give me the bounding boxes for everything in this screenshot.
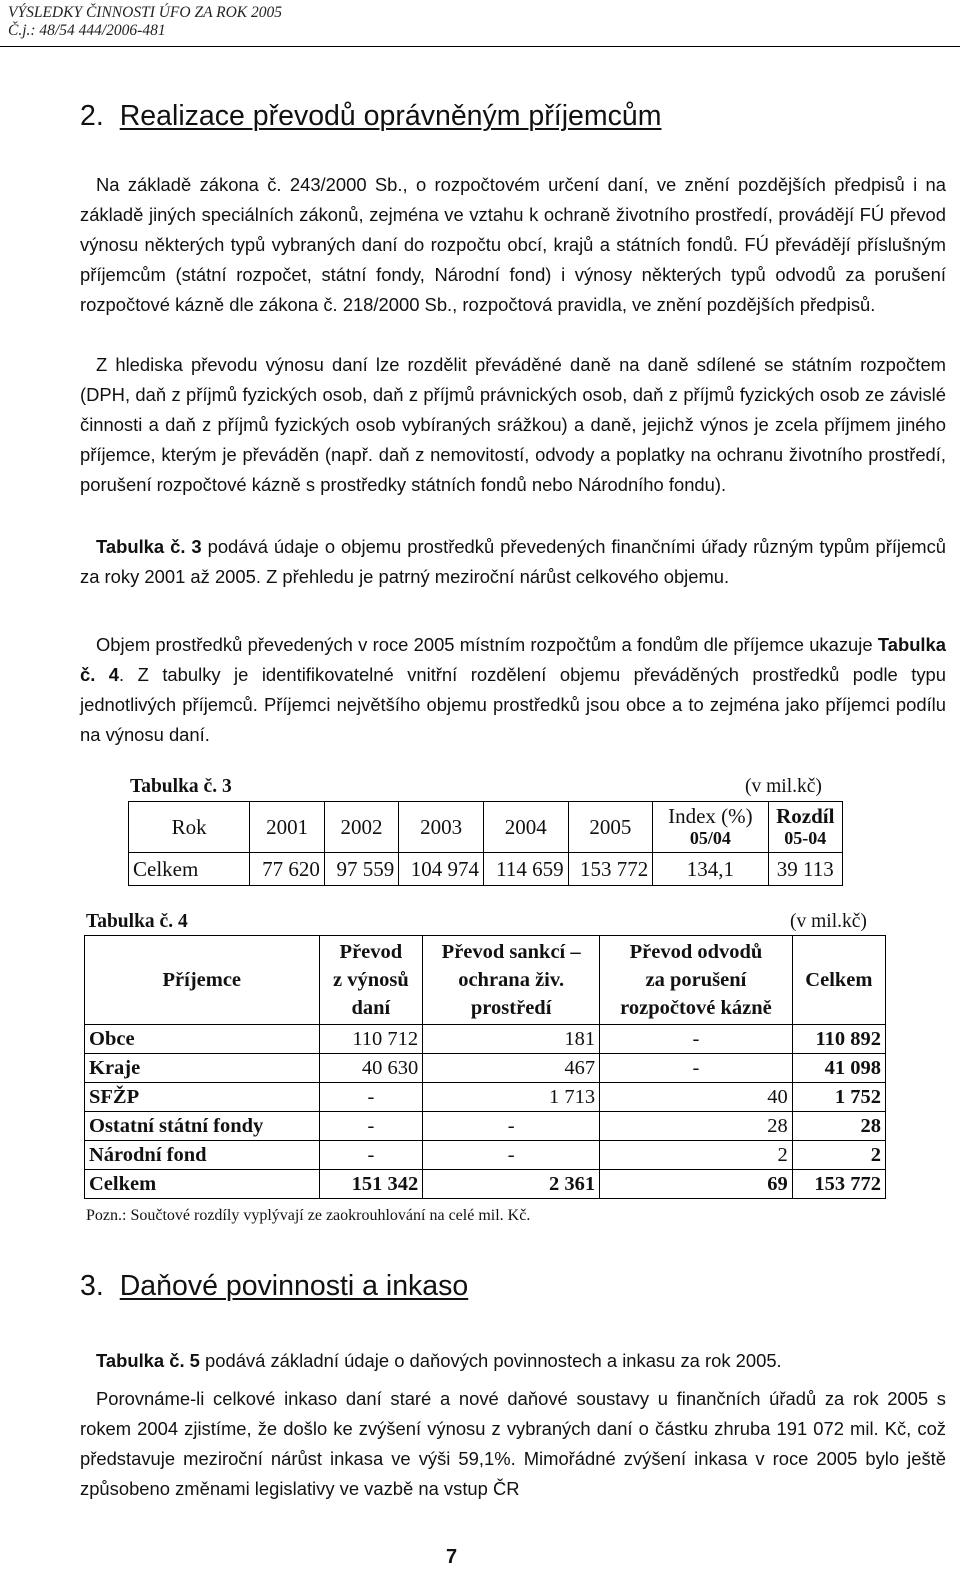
table3-header-year: 2004 [483,802,568,853]
paragraph-tax-split: Z hlediska převodu výnosu daní lze rozdělit převáděné daně na daně sdílené se státním rozpočtem (DPH, daň z příjmů fyzických osob, daň z příjmů právnických osob, daň z příjmů fyzických osob ze závislé činnosti a daň z příjmů fyzických osob vybíraných srážkou) a daně, jejichž výnos je zcela příjmem jiného příjemce, kterým je převáděn (např. daň z nemovitostí, odvody a poplatky na ochranu životního prostředí, porušení rozpočtové kázně s prostředky státních fondů nebo Národního fondu). [80,354,946,495]
table4-header-budget-discipline: Převod odvodů za porušení rozpočtové kázně [600,936,793,1025]
table3-unit: (v mil.kč) [745,776,822,797]
table3 [128,801,843,886]
table4-row: Kraje 40 630 467 - 41 098 [85,1054,886,1083]
table4-reference: Tabulka č. 4 [80,634,946,685]
table4-row: Národní fond - - 2 2 [85,1141,886,1170]
section-2-title: Realizace převodů oprávněným příjemcům [119,100,662,132]
table4-row-label: Kraje [85,1054,320,1083]
table3-cell: 114 659 [483,853,568,886]
table4-header-total: Celkem [792,936,885,1025]
table4-header-recipient: Příjemce [85,936,320,1025]
paragraph-collection-comparison: Porovnáme-li celkové inkaso daní staré a nové daňové soustavy u finančních úřadů za rok 2005 s rokem 2004 zjistíme, že došlo ke zvýšení výnosu z vybraných daní o částku zhruba 191 072 mil. Kč, což představuje meziroční nárůst inkasa ve výši 59,1%. Mimořádné zvýšení inkasa v roce 2005 bylo ještě způsobeno změnami legislativy ve vazbě na vstup ČR [80,1388,946,1499]
page-number: 7 [446,1546,458,1568]
table4-note: Pozn.: Součtové rozdíly vyplývají ze zaokrouhlování na celé mil. Kč. [86,1207,531,1224]
table3-header-year: 2003 [399,802,484,853]
section-2-number: 2. [80,100,104,132]
table3-row [129,853,843,886]
paragraph-table5-intro: Tabulka č. 5 podává základní údaje o daňových povinnostech a inkasu za rok 2005. [96,1350,782,1371]
table4-header-sanctions: Převod sankcí – ochrana živ. prostředí [423,936,600,1025]
table3-row-label: Celkem [129,853,250,886]
running-header-title: VÝSLEDKY ČINNOSTI ÚFO ZA ROK 2005 [8,4,283,21]
section-3-title: Daňové povinnosti a inkaso [119,1270,469,1302]
table4-unit: (v mil.kč) [790,911,867,932]
table3-header-year: 2001 [250,802,324,853]
header-divider [0,46,960,47]
table3-cell-index: 134,1 [653,853,768,886]
table4 [84,935,886,1199]
table3-header-index: Index (%) 05/04 [653,802,768,853]
table4-header-row [85,936,886,1025]
table5-reference: Tabulka č. 5 [96,1350,200,1371]
paragraph-table3-intro: Tabulka č. 3 podává údaje o objemu prostředků převedených finančními úřady různým typům příjemců za roky 2001 až 2005. Z přehledu je patrný meziroční nárůst celkového objemu. [80,536,946,587]
table3-cell: 104 974 [399,853,484,886]
table4-header-taxes: Převod z výnosů daní [319,936,423,1025]
section-2-heading [80,100,661,133]
table3-cell: 77 620 [250,853,324,886]
table3-cell: 97 559 [324,853,398,886]
table4-caption: Tabulka č. 4 [86,911,188,932]
table3-cell-rozdil: 39 113 [768,853,843,886]
table4-row-label: Ostatní státní fondy [85,1112,320,1141]
section-3-number: 3. [80,1270,104,1302]
table4-row-label: Národní fond [85,1141,320,1170]
table3-reference: Tabulka č. 3 [96,536,202,557]
table4-row-total: Celkem 151 342 2 361 69 153 772 [85,1170,886,1199]
table3-caption: Tabulka č. 3 [130,776,232,797]
table3-header-year: 2002 [324,802,398,853]
table3-header-row [129,802,843,853]
paragraph-legal-basis: Na základě zákona č. 243/2000 Sb., o rozpočtovém určení daní, ve znění pozdějších předpisů i na základě jiných speciálních zákonů, zejména ve vztahu k ochraně životního prostředí, provádějí FÚ převod výnosu některých typů vybraných daní do rozpočtu obcí, krajů a státních fondů. FÚ převádějí příslušným příjemcům (státní rozpočet, státní fondy, Národní fond) i výnosy některých typů odvodů za porušení rozpočtové kázně dle zákona č. 218/2000 Sb., rozpočtová pravidla, ve znění pozdějších předpisů. [80,174,946,315]
table3-cell: 153 772 [568,853,653,886]
table4-row: Obce 110 712 181 - 110 892 [85,1025,886,1054]
running-header-reference: Č.j.: 48/54 444/2006-481 [8,22,166,39]
table3-header-rok: Rok [129,802,250,853]
table4-row: Ostatní státní fondy - - 28 28 [85,1112,886,1141]
table4-row-label: SFŽP [85,1083,320,1112]
table4-row-label: Celkem [85,1170,320,1199]
section-3-heading [80,1270,468,1303]
table3-header-year: 2005 [568,802,653,853]
table3-header-rozdil: Rozdíl 05-04 [768,802,843,853]
table4-row: SFŽP - 1 713 40 1 752 [85,1083,886,1112]
table4-row-label: Obce [85,1025,320,1054]
paragraph-table4-intro: Objem prostředků převedených v roce 2005 místním rozpočtům a fondům dle příjemce ukazuje Tabulka č. 4. Z tabulky je identifikovatelné vnitřní rozdělení objemu převáděných prostředků podle typu jednotlivých příjemců. Příjemci největšího objemu prostředků jsou obce a to zejména jako příjemci podílu na výnosu daní. [80,634,946,745]
